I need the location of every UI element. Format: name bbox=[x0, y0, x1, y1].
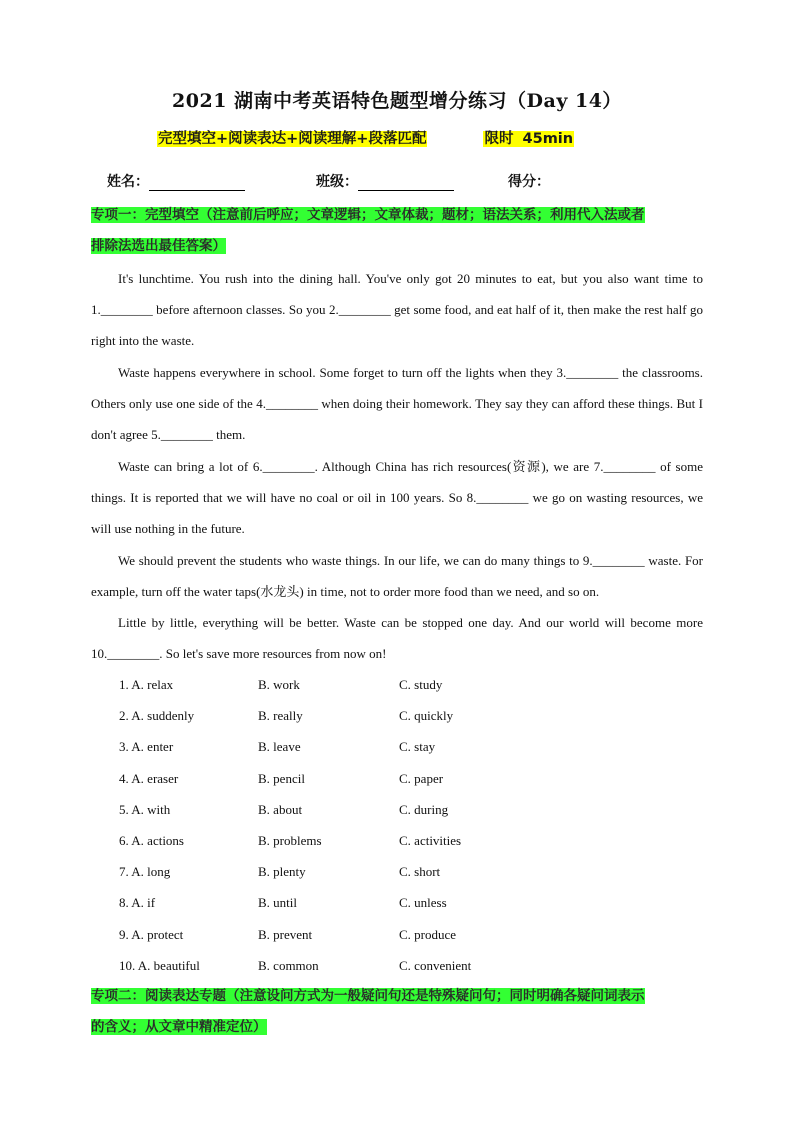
option-a: 8. A. if bbox=[119, 895, 156, 910]
class-field bbox=[316, 171, 454, 191]
option-b: B. pencil bbox=[258, 771, 305, 786]
option-c: C. produce bbox=[399, 927, 457, 942]
option-c: C. unless bbox=[399, 895, 447, 910]
question-row bbox=[0, 856, 794, 887]
name-field bbox=[107, 171, 245, 191]
option-a: 5. A. with bbox=[119, 802, 171, 817]
score-field bbox=[508, 171, 550, 191]
option-c: C. activities bbox=[399, 833, 462, 848]
section-2-line-1: 专项二：阅读表达专题（注意设问方式为一般疑问句还是特殊疑问句；同时明确各疑问词表示 bbox=[91, 988, 645, 1004]
option-b: B. plenty bbox=[258, 864, 306, 879]
option-a: 7. A. long bbox=[119, 864, 171, 879]
option-a: 4. A. eraser bbox=[119, 771, 179, 786]
section-2-heading bbox=[91, 981, 703, 1043]
option-b: B. common bbox=[258, 958, 319, 973]
option-c: C. convenient bbox=[399, 958, 472, 973]
section-1-heading bbox=[91, 200, 703, 262]
question-row bbox=[0, 731, 794, 762]
question-row bbox=[0, 763, 794, 794]
option-a: 1. A. relax bbox=[119, 677, 174, 692]
score-label: 得分： bbox=[508, 174, 550, 190]
option-b: B. leave bbox=[258, 739, 301, 754]
section-1-line-1: 专项一：完型填空（注意前后呼应；文章逻辑；文章体裁；题材；语法关系；利用代入法或者 bbox=[91, 207, 645, 223]
question-row bbox=[0, 794, 794, 825]
option-b: B. problems bbox=[258, 833, 322, 848]
student-info-line bbox=[0, 171, 794, 191]
question-row bbox=[0, 887, 794, 918]
passage-paragraph-3: Waste can bring a lot of 6.________. Although China has rich resources(资源), we are 7.________ of some things. It is reported that we will have no coal or oil in 100 years. So 8.________ we go on wasting resources, we will use nothing in the future. bbox=[91, 459, 703, 536]
class-blank[interactable] bbox=[358, 174, 454, 191]
option-b: B. really bbox=[258, 708, 303, 723]
subtitle-line bbox=[157, 128, 574, 150]
option-a: 3. A. enter bbox=[119, 739, 174, 754]
subtitle-text: 完型填空+阅读表达+阅读理解+段落匹配 bbox=[158, 131, 427, 147]
page-title: 2021 湖南中考英语特色题型增分练习（Day 14） bbox=[172, 90, 622, 112]
class-label: 班级： bbox=[316, 174, 358, 190]
name-blank[interactable] bbox=[149, 174, 245, 191]
option-b: B. until bbox=[258, 895, 298, 910]
name-label: 姓名： bbox=[107, 174, 149, 190]
option-b: B. prevent bbox=[258, 927, 313, 942]
passage-paragraph-1: It's lunchtime. You rush into the dining hall. You've only got 20 minutes to eat, but you also want time to 1.________ before afternoon classes. So you 2.________ get some food, and eat half of it, then make the rest half go right into the waste. bbox=[91, 271, 703, 348]
option-c: C. study bbox=[399, 677, 443, 692]
option-a: 2. A. suddenly bbox=[119, 708, 195, 723]
option-c: C. paper bbox=[399, 771, 444, 786]
passage-paragraph-2: Waste happens everywhere in school. Some forget to turn off the lights when they 3.________ the classrooms. Others only use one side of the 4.________ when doing their homework. They say they can afford these things. But I don't agree 5.________ them. bbox=[91, 365, 703, 442]
time-value: 45min bbox=[522, 131, 574, 147]
option-c: C. short bbox=[399, 864, 441, 879]
question-row bbox=[0, 669, 794, 700]
option-b: B. about bbox=[258, 802, 303, 817]
option-a: 9. A. protect bbox=[119, 927, 184, 942]
question-row bbox=[0, 700, 794, 731]
passage-paragraph-4: We should prevent the students who waste things. In our life, we can do many things to 9.________ waste. For example, turn off the water taps(水龙头) in time, not to order more food than we need, and so on. bbox=[91, 553, 703, 599]
question-row bbox=[0, 825, 794, 856]
option-b: B. work bbox=[258, 677, 300, 692]
question-row bbox=[0, 950, 794, 981]
option-c: C. stay bbox=[399, 739, 436, 754]
option-a: 10. A. beautiful bbox=[119, 958, 200, 973]
section-1-line-2: 排除法选出最佳答案） bbox=[91, 238, 226, 254]
passage-paragraph-5: Little by little, everything will be better. Waste can be stopped one day. And our world will become more 10.________. So let's save more resources from now on! bbox=[91, 615, 703, 661]
option-c: C. during bbox=[399, 802, 449, 817]
option-c: C. quickly bbox=[399, 708, 454, 723]
question-row bbox=[0, 919, 794, 950]
option-a: 6. A. actions bbox=[119, 833, 184, 848]
time-label: 限时 bbox=[484, 131, 514, 147]
section-2-line-2: 的含义；从文章中精准定位） bbox=[91, 1019, 267, 1035]
